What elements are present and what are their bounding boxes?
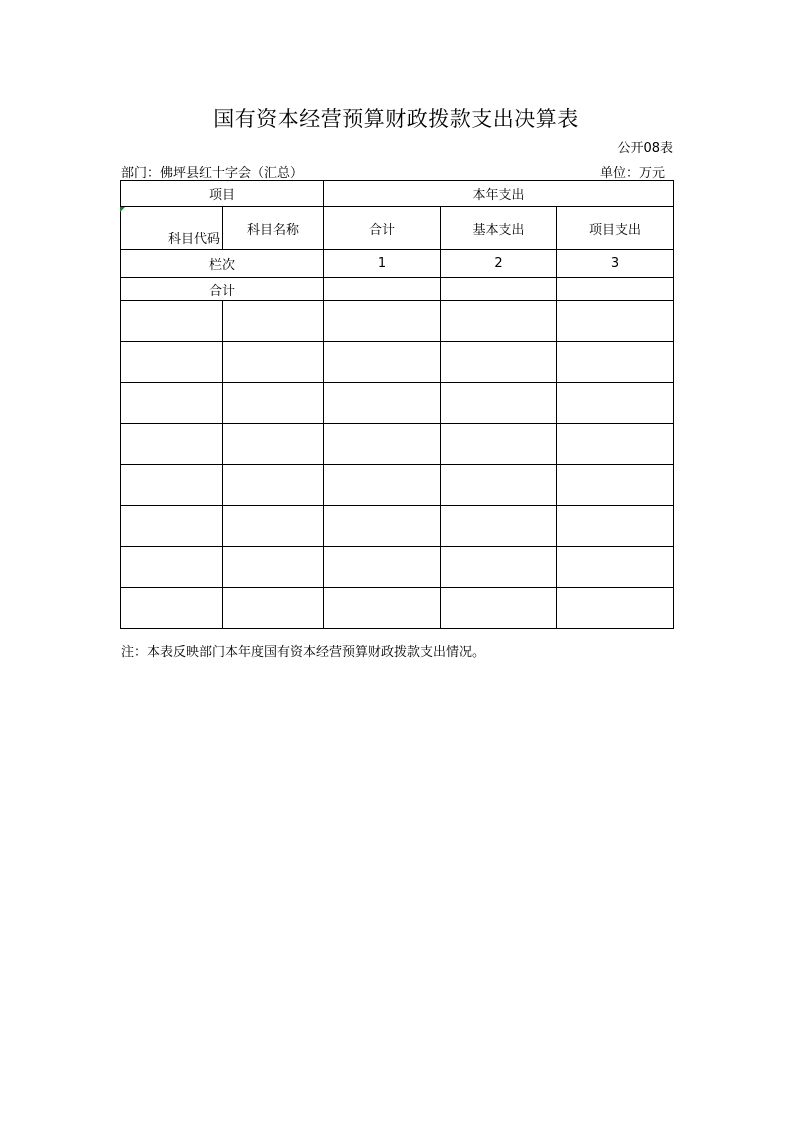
total-value-2 bbox=[441, 278, 557, 301]
table-cell bbox=[324, 588, 441, 629]
cell-comment-marker bbox=[120, 207, 125, 212]
table-cell bbox=[324, 301, 441, 342]
table-row bbox=[121, 465, 674, 506]
total-label: 合计 bbox=[121, 278, 324, 301]
header-year-expense: 本年支出 bbox=[324, 181, 674, 207]
sequence-label: 栏次 bbox=[121, 250, 324, 278]
table-cell bbox=[324, 506, 441, 547]
unit-label: 单位：万元 bbox=[599, 166, 665, 181]
table-cell bbox=[441, 588, 557, 629]
table-cell bbox=[223, 506, 324, 547]
header-row-2 bbox=[121, 207, 674, 250]
table-cell bbox=[121, 506, 223, 547]
report-title: 国有资本经营预算财政拨款支出决算表 bbox=[213, 107, 579, 131]
table-cell bbox=[121, 424, 223, 465]
table-cell bbox=[324, 424, 441, 465]
col-total: 合计 bbox=[324, 207, 441, 250]
table-row bbox=[121, 547, 674, 588]
table-cell bbox=[557, 506, 674, 547]
col-subject-code: 科目代码 bbox=[121, 207, 223, 250]
table-cell bbox=[557, 301, 674, 342]
sequence-3: 3 bbox=[557, 250, 674, 278]
table-cell bbox=[223, 588, 324, 629]
table-cell bbox=[223, 465, 324, 506]
table-row bbox=[121, 383, 674, 424]
col-project-expense: 项目支出 bbox=[557, 207, 674, 250]
table-cell bbox=[441, 301, 557, 342]
header-row-1 bbox=[121, 181, 674, 207]
table-cell bbox=[557, 424, 674, 465]
sequence-2: 2 bbox=[441, 250, 557, 278]
sequence-row bbox=[121, 250, 674, 278]
table-row bbox=[121, 424, 674, 465]
table-cell bbox=[441, 506, 557, 547]
table-cell bbox=[324, 547, 441, 588]
table-cell bbox=[557, 342, 674, 383]
table-cell bbox=[223, 547, 324, 588]
expenditure-table bbox=[120, 180, 674, 629]
header-project: 项目 bbox=[121, 181, 324, 207]
table-cell bbox=[121, 547, 223, 588]
table-cell bbox=[441, 465, 557, 506]
table-row bbox=[121, 301, 674, 342]
table-row bbox=[121, 342, 674, 383]
table-cell bbox=[441, 383, 557, 424]
table-cell bbox=[121, 383, 223, 424]
table-cell bbox=[121, 588, 223, 629]
form-code: 公开08表 bbox=[617, 141, 673, 156]
table-cell bbox=[223, 342, 324, 383]
table-cell bbox=[441, 424, 557, 465]
table-cell bbox=[441, 547, 557, 588]
col-subject-name: 科目名称 bbox=[223, 207, 324, 250]
table-cell bbox=[557, 547, 674, 588]
table-cell bbox=[223, 383, 324, 424]
table-cell bbox=[441, 342, 557, 383]
table-cell bbox=[121, 342, 223, 383]
table-row bbox=[121, 588, 674, 629]
table-cell bbox=[324, 383, 441, 424]
department-label: 部门：佛坪县红十字会（汇总） bbox=[121, 166, 304, 181]
table-cell bbox=[121, 301, 223, 342]
table-cell bbox=[557, 383, 674, 424]
table-cell bbox=[121, 465, 223, 506]
total-value-1 bbox=[324, 278, 441, 301]
table-row bbox=[121, 506, 674, 547]
table-cell bbox=[557, 465, 674, 506]
table-cell bbox=[324, 465, 441, 506]
total-row bbox=[121, 278, 674, 301]
table-cell bbox=[223, 424, 324, 465]
sequence-1: 1 bbox=[324, 250, 441, 278]
total-value-3 bbox=[557, 278, 674, 301]
table-cell bbox=[557, 588, 674, 629]
table-cell bbox=[223, 301, 324, 342]
footnote: 注：本表反映部门本年度国有资本经营预算财政拨款支出情况。 bbox=[121, 645, 486, 660]
table-cell bbox=[324, 342, 441, 383]
col-basic-expense: 基本支出 bbox=[441, 207, 557, 250]
